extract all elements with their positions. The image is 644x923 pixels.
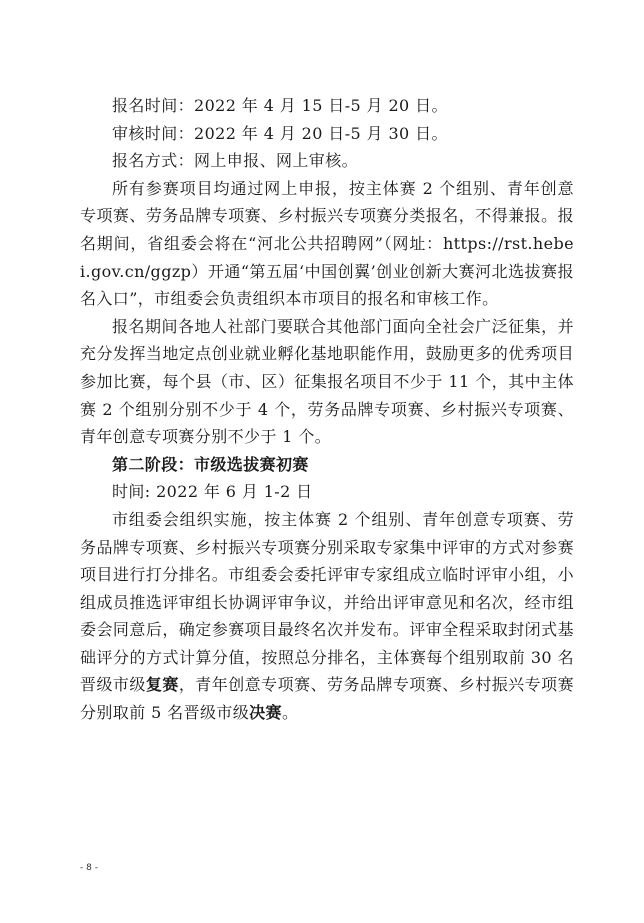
page-number: - 8 -	[80, 863, 98, 873]
section-heading-stage-two: 第二阶段：市级选拔赛初赛	[112, 454, 309, 474]
collection-requirements-paragraph: 报名期间各地人社部门要联合其他部门面向全社会广泛征集，并充分发挥当地定点创业就业孵化基地职能作用，鼓励更多的优秀项目参加比赛，每个县（市、区）征集报名项目不少于 11 个，其中主体赛 2 个组别分别不少于 4 个，劳务品牌专项赛、乡村振兴专项赛、青年创意专项赛分别不少于 1 个。	[80, 316, 574, 447]
registration-details-paragraph: 所有参赛项目均通过网上申报，按主体赛 2 个组别、青年创意专项赛、劳务品牌专项赛、乡村振兴专项赛分类报名，不得兼报。报名期间，省组委会将在“河北公共招聘网”（网址：https://rst.hebei.gov.cn/ggzp）开通“第五届‘中国创翼’创业创新大赛河北选拔赛报名入口”，市组委会负责组织本市项目的报名和审核工作。	[80, 178, 574, 309]
registration-method: 报名方式：网上申报、网上审核。	[112, 151, 359, 171]
process-text-part-2: ，青年创意专项赛、劳务品牌专项赛、乡村振兴专项赛分别取前 5 名晋级市级	[80, 675, 574, 723]
review-time: 审核时间：2022 年 4 月 20 日-5 月 30 日。	[112, 123, 448, 143]
process-text-part-3: 。	[281, 703, 299, 723]
preliminary-process-paragraph	[80, 506, 574, 727]
semifinal-emphasis: 复赛	[145, 675, 179, 695]
process-text-part-1: 市组委会组织实施，按主体赛 2 个组别、青年创意专项赛、劳务品牌专项赛、乡村振兴专项赛分别采取专家集中评审的方式对参赛项目进行打分排名。市组委会委托评审专家组成立临时评审小组，小组成员推选评审组长协调评审争议，并给出评审意见和名次，经市组委会同意后，确定参赛项目最终名次并发布。评审全程采取封闭式基础评分的方式计算分值，按照总分排名，主体赛每个组别取前 30 名晋级市级	[80, 509, 574, 695]
preliminary-time: 时间: 2022 年 6 月 1-2 日	[112, 482, 313, 502]
registration-time: 报名时间：2022 年 4 月 15 日-5 月 20 日。	[112, 96, 448, 115]
document-body	[80, 92, 574, 727]
final-emphasis: 决赛	[249, 703, 282, 723]
